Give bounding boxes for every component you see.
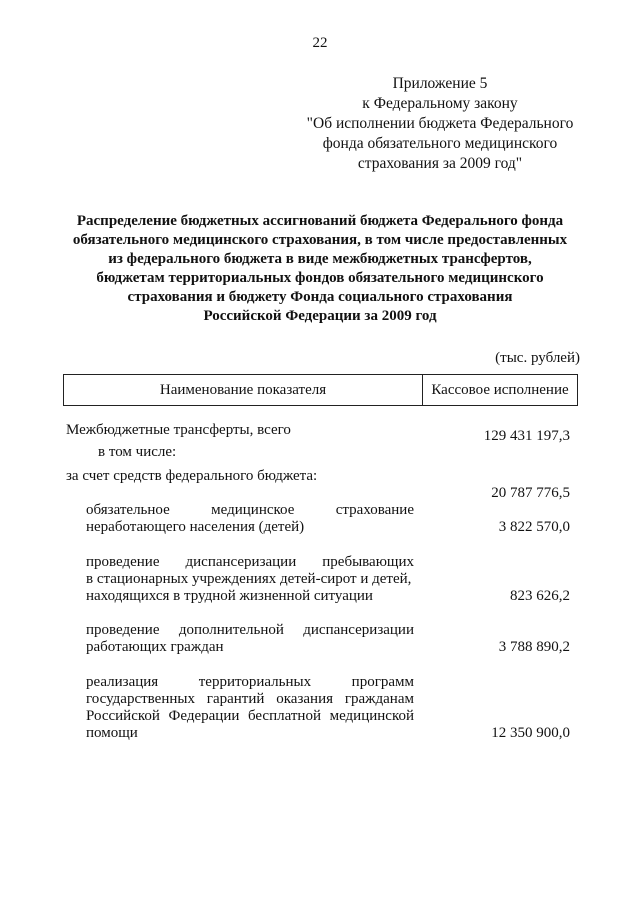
- table-row-label: государственных гарантий оказания гражданам: [86, 691, 414, 707]
- table-row-label: в стационарных учреждениях детей-сирот и детей,: [86, 571, 412, 587]
- title-line: из федерального бюджета в виде межбюджетных трансфертов,: [108, 251, 532, 267]
- document-title: [60, 212, 580, 326]
- appendix-line: фонда обязательного медицинского: [322, 135, 558, 152]
- table-row-value: 823 626,2: [510, 588, 570, 604]
- table-row-value: 12 350 900,0: [491, 725, 570, 741]
- table-row-value: 129 431 197,3: [483, 428, 570, 444]
- appendix-line: "Об исполнении бюджета Федерального: [306, 115, 574, 132]
- appendix-line: Приложение 5: [392, 75, 488, 92]
- table-row-label: неработающего населения (детей): [86, 519, 305, 535]
- appendix-line: к Федеральному закону: [362, 95, 518, 112]
- table-row-label: за счет средств федерального бюджета:: [66, 468, 318, 484]
- table-row-label: работающих граждан: [86, 639, 224, 655]
- title-line: страхования и бюджету Фонда социального страхования: [127, 289, 513, 305]
- table-row-label: в том числе:: [98, 444, 177, 460]
- table-header: [63, 374, 578, 406]
- units-label: (тыс. рублей): [495, 350, 580, 366]
- appendix-line: страхования за 2009 год": [357, 155, 523, 172]
- table-row-label: Российской Федерации бесплатной медицинской: [86, 708, 414, 724]
- table-row-label: проведение дополнительной диспансеризации: [86, 622, 414, 638]
- table-row-label: реализация территориальных программ: [86, 674, 414, 690]
- table-row-label: обязательное медицинское страхование: [86, 502, 414, 518]
- table-row-label: находящихся в трудной жизненной ситуации: [86, 588, 373, 604]
- title-line: обязательного медицинского страхования, в том числе предоставленных: [72, 232, 568, 248]
- column-header-name: Наименование показателя: [159, 381, 327, 398]
- column-header-value: Кассовое исполнение: [431, 381, 569, 398]
- table-row-label: помощи: [86, 725, 138, 741]
- table-row-label: проведение диспансеризации пребывающих: [86, 554, 414, 570]
- appendix-header: [300, 74, 580, 174]
- title-line: бюджетам территориальных фондов обязательного медицинского: [96, 270, 544, 286]
- title-line: Распределение бюджетных ассигнований бюджета Федерального фонда: [76, 213, 564, 229]
- page-number: 22: [312, 35, 328, 51]
- table-row-value: 3 822 570,0: [498, 519, 570, 535]
- title-line: Российской Федерации за 2009 год: [203, 308, 437, 324]
- table-row-label: Межбюджетные трансферты, всего: [66, 422, 291, 438]
- table-row-value: 20 787 776,5: [491, 485, 570, 501]
- table-row-value: 3 788 890,2: [498, 639, 570, 655]
